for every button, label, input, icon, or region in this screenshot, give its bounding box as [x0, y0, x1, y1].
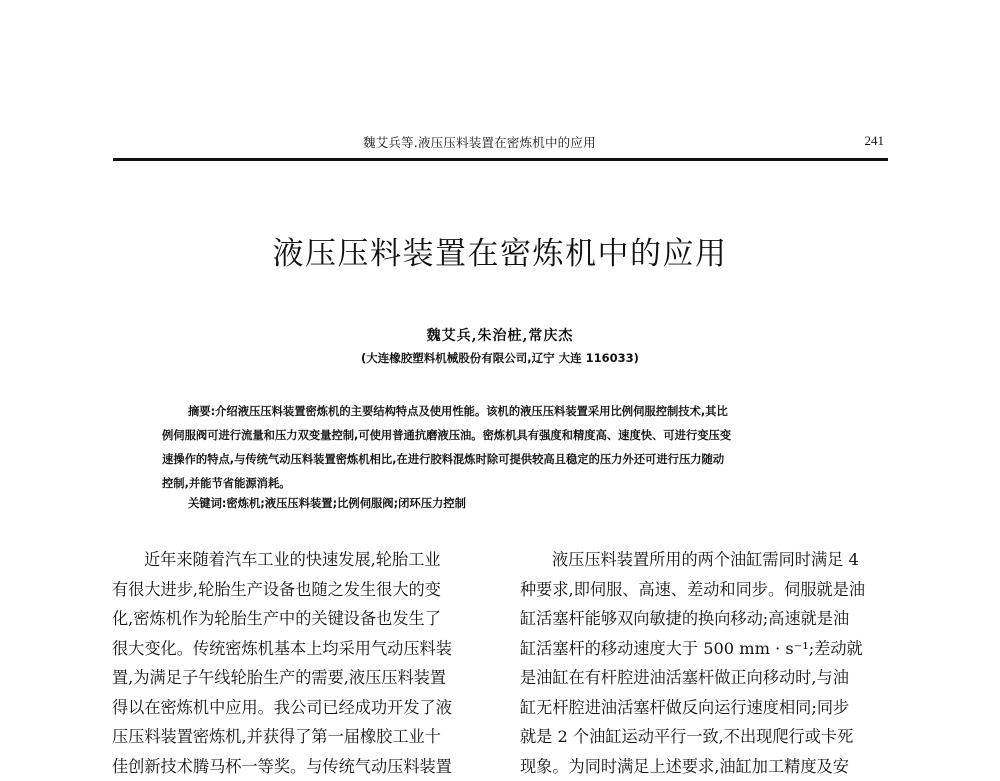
keywords: 关键词:密炼机;液压压料装置;比例伺服阀;闭环压力控制 [188, 495, 466, 511]
article-title: 液压压料装置在密炼机中的应用 [0, 228, 1000, 273]
running-header [113, 131, 888, 155]
body-line: 近年来随着汽车工业的快速发展,轮胎工业 [112, 545, 492, 575]
abstract-line: 速操作的特点,与传统气动压料装置密炼机相比,在进行胶料混炼时除可提供较高且稳定的压力外还可进行压力随动 [162, 448, 842, 472]
body-line: 压压料装置密炼机,并获得了第一届橡胶工业十 [112, 722, 492, 752]
body-line: 液压压料装置所用的两个油缸需同时满足 4 [520, 545, 900, 575]
body-line: 化,密炼机作为轮胎生产中的关键设备也发生了 [112, 604, 492, 634]
body-line: 缸活塞杆的移动速度大于 500 mm · s⁻¹;差动就 [520, 634, 900, 664]
abstract [162, 400, 842, 496]
body-line: 是油缸在有杆腔进油活塞杆做正向移动时,与油 [520, 663, 900, 693]
affiliation: (大连橡胶塑料机械股份有限公司,辽宁 大连 116033) [0, 350, 1000, 366]
body-line: 很大变化。传统密炼机基本上均采用气动压料装 [112, 634, 492, 664]
body-column-left [112, 545, 492, 781]
abstract-line: 例伺服阀可进行流量和压力双变量控制,可使用普通抗磨液压油。密炼机具有强度和精度高、速度快、可进行变压变 [162, 424, 842, 448]
header-rule [113, 158, 888, 161]
body-line: 现象。为同时满足上述要求,油缸加工精度及安 [520, 752, 900, 781]
authors: 魏艾兵,朱治桩,常庆杰 [0, 325, 1000, 345]
body-line: 就是 2 个油缸运动平行一致,不出现爬行或卡死 [520, 722, 900, 752]
body-column-right [520, 545, 900, 781]
body-line: 得以在密炼机中应用。我公司已经成功开发了液 [112, 693, 492, 723]
abstract-line: 控制,并能节省能源消耗。 [162, 472, 842, 496]
body-line: 有很大进步,轮胎生产设备也随之发生很大的变 [112, 575, 492, 605]
body-line: 缸活塞杆能够双向敏捷的换向移动;高速就是油 [520, 604, 900, 634]
body-line: 缸无杆腔进油活塞杆做反向运行速度相同;同步 [520, 693, 900, 723]
body-line: 种要求,即伺服、高速、差动和同步。伺服就是油 [520, 575, 900, 605]
body-line: 置,为满足子午线轮胎生产的需要,液压压料装置 [112, 663, 492, 693]
running-title: 魏艾兵等.液压压料装置在密炼机中的应用 [363, 133, 596, 151]
page-number: 241 [865, 133, 885, 149]
abstract-line: 摘要:介绍液压压料装置密炼机的主要结构特点及使用性能。该机的液压压料装置采用比例伺服控制技术,其比 [162, 400, 842, 424]
body-line: 佳创新技术腾马杯一等奖。与传统气动压料装置 [112, 752, 492, 781]
